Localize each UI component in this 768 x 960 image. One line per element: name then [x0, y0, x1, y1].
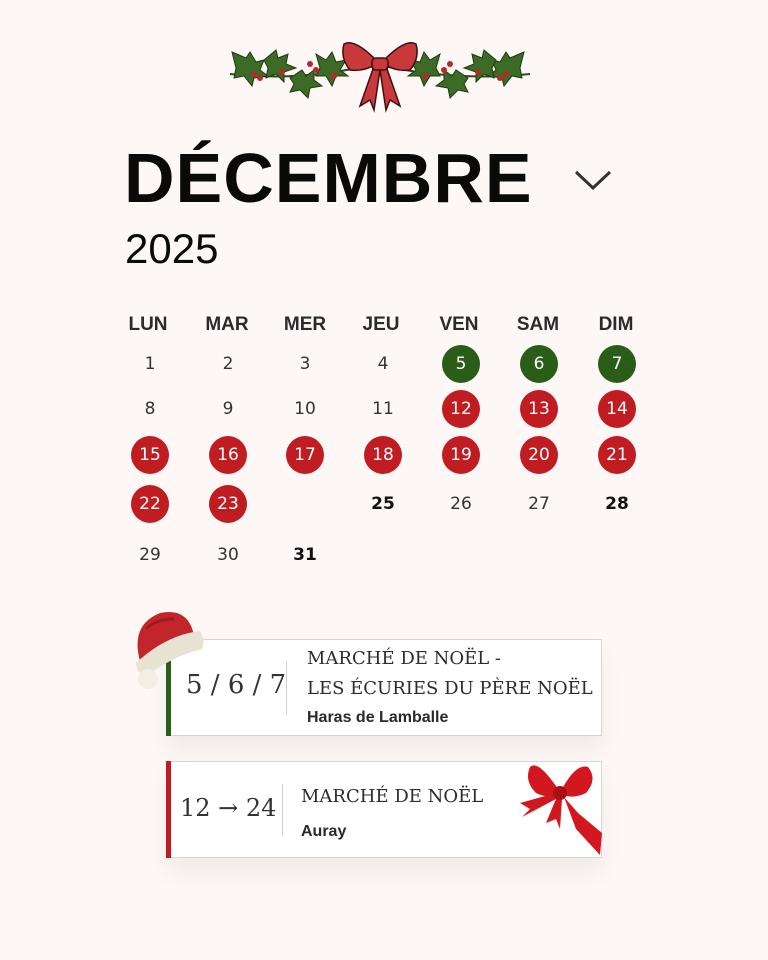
weekday-label: MER	[283, 314, 327, 335]
weekday-label: DIM	[598, 314, 634, 335]
event-title: MARCHÉ DE NOËL -	[307, 648, 502, 669]
event-card[interactable]	[167, 639, 602, 736]
event-dates: 12 → 24	[180, 794, 277, 822]
santa-hat-icon	[126, 605, 208, 691]
event-title: MARCHÉ DE NOËL	[301, 786, 484, 807]
calendar-day[interactable]: 19	[442, 436, 480, 474]
calendar-day[interactable]: 31	[293, 545, 317, 565]
calendar-day[interactable]: 21	[598, 436, 636, 474]
calendar-day[interactable]: 2	[222, 354, 234, 374]
divider	[286, 662, 287, 714]
calendar-day[interactable]: 9	[222, 399, 234, 419]
weekday-label: LUN	[128, 314, 168, 335]
event-place: Haras de Lamballe	[307, 709, 449, 726]
weekday-label: VEN	[439, 314, 479, 335]
calendar-day[interactable]: 15	[131, 436, 169, 474]
red-bow-icon	[516, 759, 602, 855]
weekday-label: MAR	[205, 314, 249, 335]
calendar-day[interactable]: 13	[520, 390, 558, 428]
calendar-day[interactable]: 1	[144, 354, 156, 374]
calendar-day[interactable]: 22	[131, 485, 169, 523]
weekday-label: SAM	[516, 314, 560, 335]
calendar-day[interactable]: 20	[520, 436, 558, 474]
calendar-day[interactable]: 3	[299, 354, 311, 374]
calendar-day[interactable]: 26	[450, 494, 472, 514]
year-label: 2025	[125, 225, 219, 272]
calendar-day[interactable]: 14	[598, 390, 636, 428]
calendar-day[interactable]: 25	[371, 494, 395, 514]
calendar-day[interactable]: 23	[209, 485, 247, 523]
calendar-day[interactable]: 18	[364, 436, 402, 474]
calendar-day[interactable]: 30	[217, 545, 239, 565]
month-title: DÉCEMBRE	[124, 139, 533, 217]
weekday-label: JEU	[362, 314, 400, 335]
calendar-day[interactable]: 5	[442, 345, 480, 383]
calendar-day[interactable]: 12	[442, 390, 480, 428]
calendar-day[interactable]: 17	[286, 436, 324, 474]
event-dates: 5 / 6 / 7	[186, 670, 287, 700]
calendar-day[interactable]: 6	[520, 345, 558, 383]
calendar-day[interactable]: 11	[372, 399, 394, 419]
chevron-down-icon[interactable]	[572, 166, 614, 194]
calendar-day[interactable]: 27	[528, 494, 550, 514]
event-accent-bar	[166, 761, 171, 858]
calendar-day[interactable]: 10	[294, 399, 316, 419]
calendar-day[interactable]: 16	[209, 436, 247, 474]
calendar-day[interactable]: 28	[605, 494, 629, 514]
divider	[282, 784, 283, 836]
calendar-day[interactable]: 7	[598, 345, 636, 383]
calendar-empty-cell	[286, 485, 324, 523]
calendar-day[interactable]: 8	[144, 399, 156, 419]
holly-garland-icon	[224, 34, 536, 114]
event-place: Auray	[301, 823, 347, 840]
event-title-line2: LES ÉCURIES DU PÈRE NOËL	[307, 678, 593, 699]
calendar-day[interactable]: 4	[377, 354, 389, 374]
calendar-day[interactable]: 29	[139, 545, 161, 565]
